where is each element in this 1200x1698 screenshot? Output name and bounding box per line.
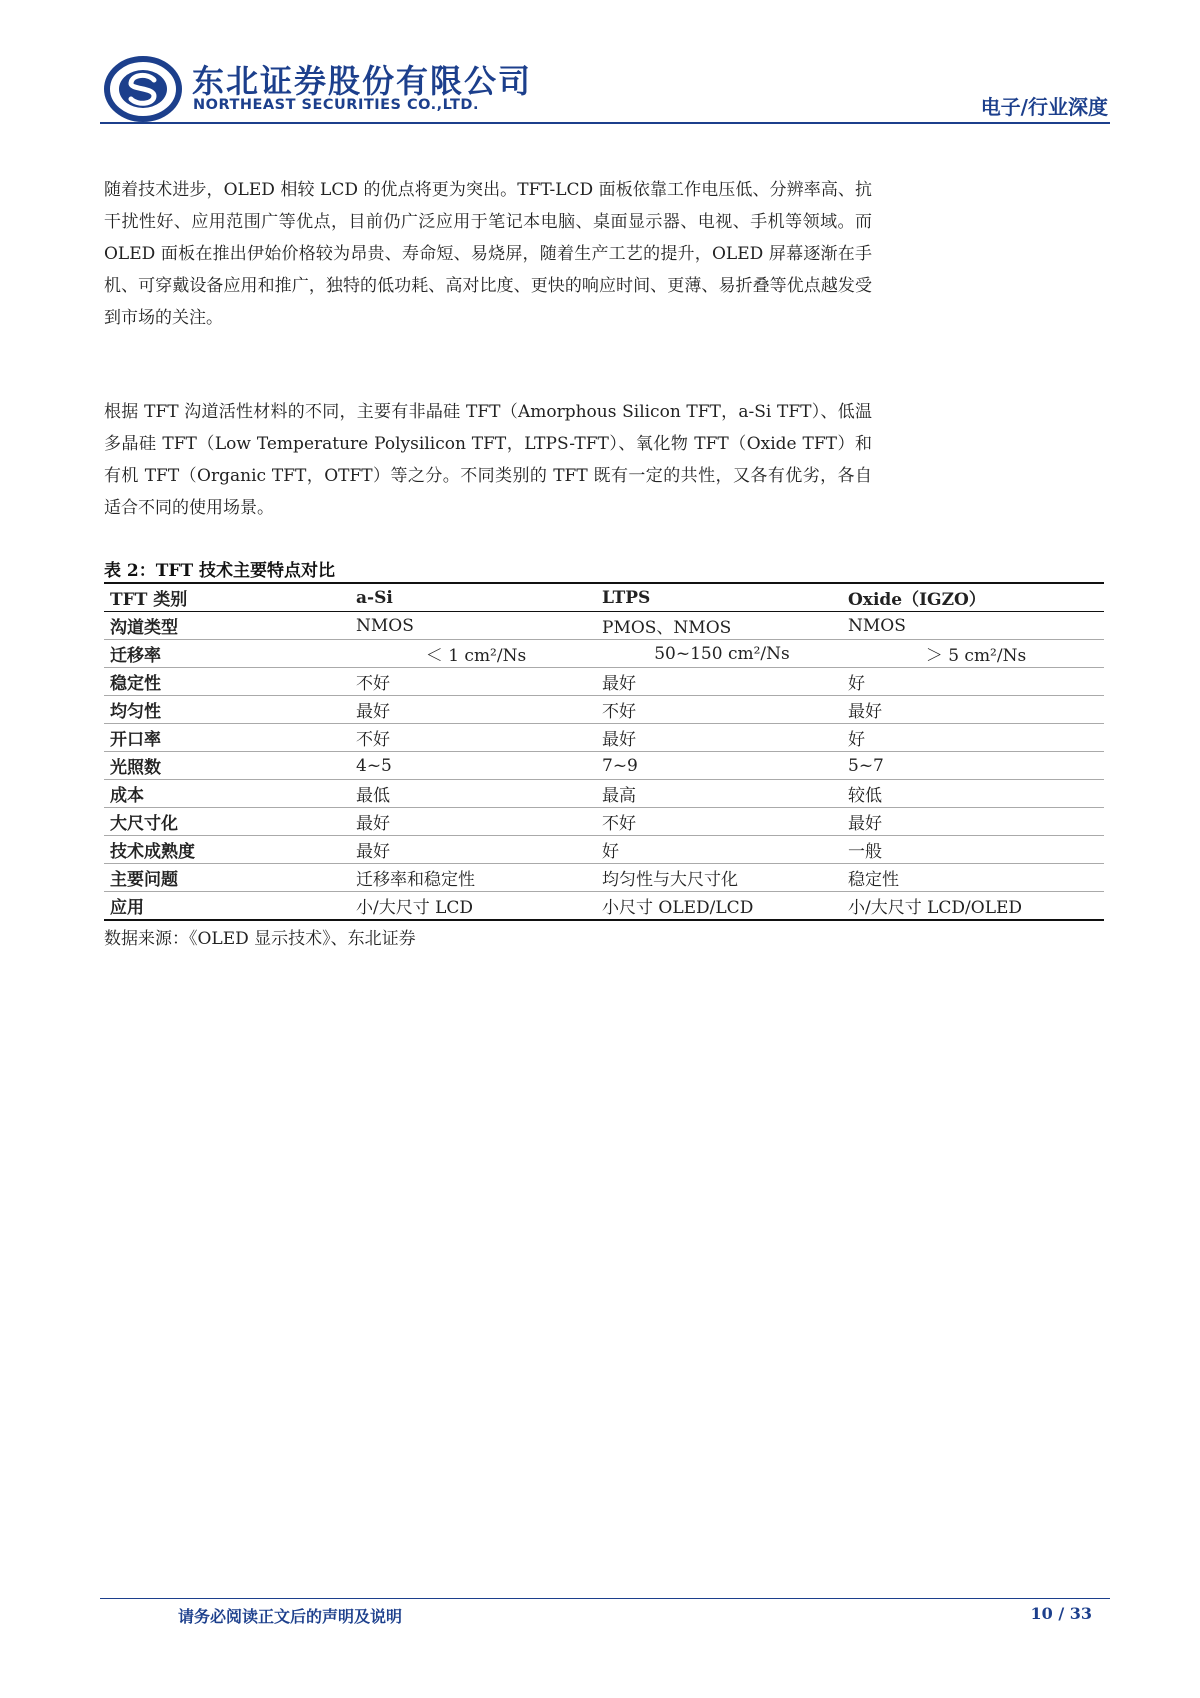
table-cell: ＜ 1 cm²/Ns <box>350 640 596 668</box>
table-title: 表 2：TFT 技术主要特点对比 <box>104 561 336 581</box>
table-row <box>104 780 1104 808</box>
table-row <box>104 668 1104 696</box>
table-cell: 最好 <box>350 836 596 864</box>
table-cell: 小/大尺寸 LCD/OLED <box>842 892 1104 921</box>
document-category: 电子/行业深度 <box>980 95 1108 119</box>
table-row <box>104 808 1104 836</box>
row-label: 均匀性 <box>104 696 350 724</box>
table-cell: 好 <box>842 724 1104 752</box>
table-cell: 不好 <box>596 696 842 724</box>
disclaimer-note: 请务必阅读正文后的声明及说明 <box>178 1607 403 1626</box>
company-name-en: NORTHEAST SECURITIES CO.,LTD. <box>193 97 479 113</box>
row-label: 稳定性 <box>104 668 350 696</box>
table-cell: 小/大尺寸 LCD <box>350 892 596 921</box>
table-cell: 最好 <box>596 724 842 752</box>
table-cell: 较低 <box>842 780 1104 808</box>
row-label: 大尺寸化 <box>104 808 350 836</box>
table-cell: 最低 <box>350 780 596 808</box>
header-cell: LTPS <box>596 583 842 612</box>
table-cell: 不好 <box>350 668 596 696</box>
table-cell: 小尺寸 OLED/LCD <box>596 892 842 921</box>
company-name-cn: 东北证券股份有限公司 <box>192 62 533 100</box>
table-cell: 最好 <box>842 696 1104 724</box>
table-cell: 不好 <box>596 808 842 836</box>
table-cell: 迁移率和稳定性 <box>350 864 596 892</box>
table-row <box>104 724 1104 752</box>
table-cell: ＞ 5 cm²/Ns <box>842 640 1104 668</box>
table-cell: 4~5 <box>350 752 596 780</box>
table-cell: PMOS、NMOS <box>596 612 842 640</box>
table-cell: 最好 <box>350 808 596 836</box>
company-logo <box>104 56 182 122</box>
row-label: 成本 <box>104 780 350 808</box>
table-row <box>104 864 1104 892</box>
header-cell: TFT 类别 <box>104 583 350 612</box>
table-cell: NMOS <box>842 612 1104 640</box>
table-header-row <box>104 583 1104 612</box>
tft-comparison-table <box>104 582 1104 921</box>
row-label: 开口率 <box>104 724 350 752</box>
body-paragraph-1: 随着技术进步，OLED 相较 LCD 的优点将更为突出。TFT-LCD 面板依靠工作电压低、分辨率高、抗干扰性好、应用范围广等优点，目前仍广泛应用于笔记本电脑、桌面显示器、电视、手机等领域。而 OLED 面板在推出伊始价格较为昂贵、寿命短、易烧屏，随着生产工艺的提升，OLED 屏幕逐渐在手机、可穿戴设备应用和推广，独特的低功耗、高对比度、更快的响应时间、更薄、易折叠等优点越发受到市场的关注。 <box>104 180 872 328</box>
table-row <box>104 612 1104 640</box>
table-cell: 稳定性 <box>842 864 1104 892</box>
table-cell: 不好 <box>350 724 596 752</box>
table-cell: 均匀性与大尺寸化 <box>596 864 842 892</box>
row-label: 沟道类型 <box>104 612 350 640</box>
table-row <box>104 696 1104 724</box>
table-row <box>104 836 1104 864</box>
table-row <box>104 892 1104 921</box>
footer-divider <box>100 1598 1110 1599</box>
row-label: 应用 <box>104 892 350 921</box>
table-cell: 一般 <box>842 836 1104 864</box>
table-cell: 最好 <box>842 808 1104 836</box>
row-label: 光照数 <box>104 752 350 780</box>
table-row <box>104 640 1104 668</box>
row-label: 迁移率 <box>104 640 350 668</box>
table-cell: 好 <box>596 836 842 864</box>
table-cell: 好 <box>842 668 1104 696</box>
table-cell: 最好 <box>350 696 596 724</box>
header-cell: Oxide（IGZO） <box>842 583 1104 612</box>
table-cell: 最高 <box>596 780 842 808</box>
row-label: 技术成熟度 <box>104 836 350 864</box>
table-cell: 50~150 cm²/Ns <box>596 640 842 668</box>
header-cell: a-Si <box>350 583 596 612</box>
table-cell: NMOS <box>350 612 596 640</box>
table-cell: 5~7 <box>842 752 1104 780</box>
table-cell: 最好 <box>596 668 842 696</box>
body-paragraph-2: 根据 TFT 沟道活性材料的不同，主要有非晶硅 TFT（Amorphous Silicon TFT，a-Si TFT）、低温多晶硅 TFT（Low Temperature Polysilicon TFT，LTPS-TFT）、氧化物 TFT（Oxide TFT）和有机 TFT（Organic TFT，OTFT）等之分。不同类别的 TFT 既有一定的共性，又各有优劣，各自适合不同的使用场景。 <box>104 402 872 518</box>
row-label: 主要问题 <box>104 864 350 892</box>
table-cell: 7~9 <box>596 752 842 780</box>
page-number: 10 / 33 <box>1030 1604 1092 1623</box>
header-divider <box>100 122 1110 124</box>
table-source-note: 数据来源：《OLED 显示技术》、东北证券 <box>104 929 416 949</box>
table-row <box>104 752 1104 780</box>
